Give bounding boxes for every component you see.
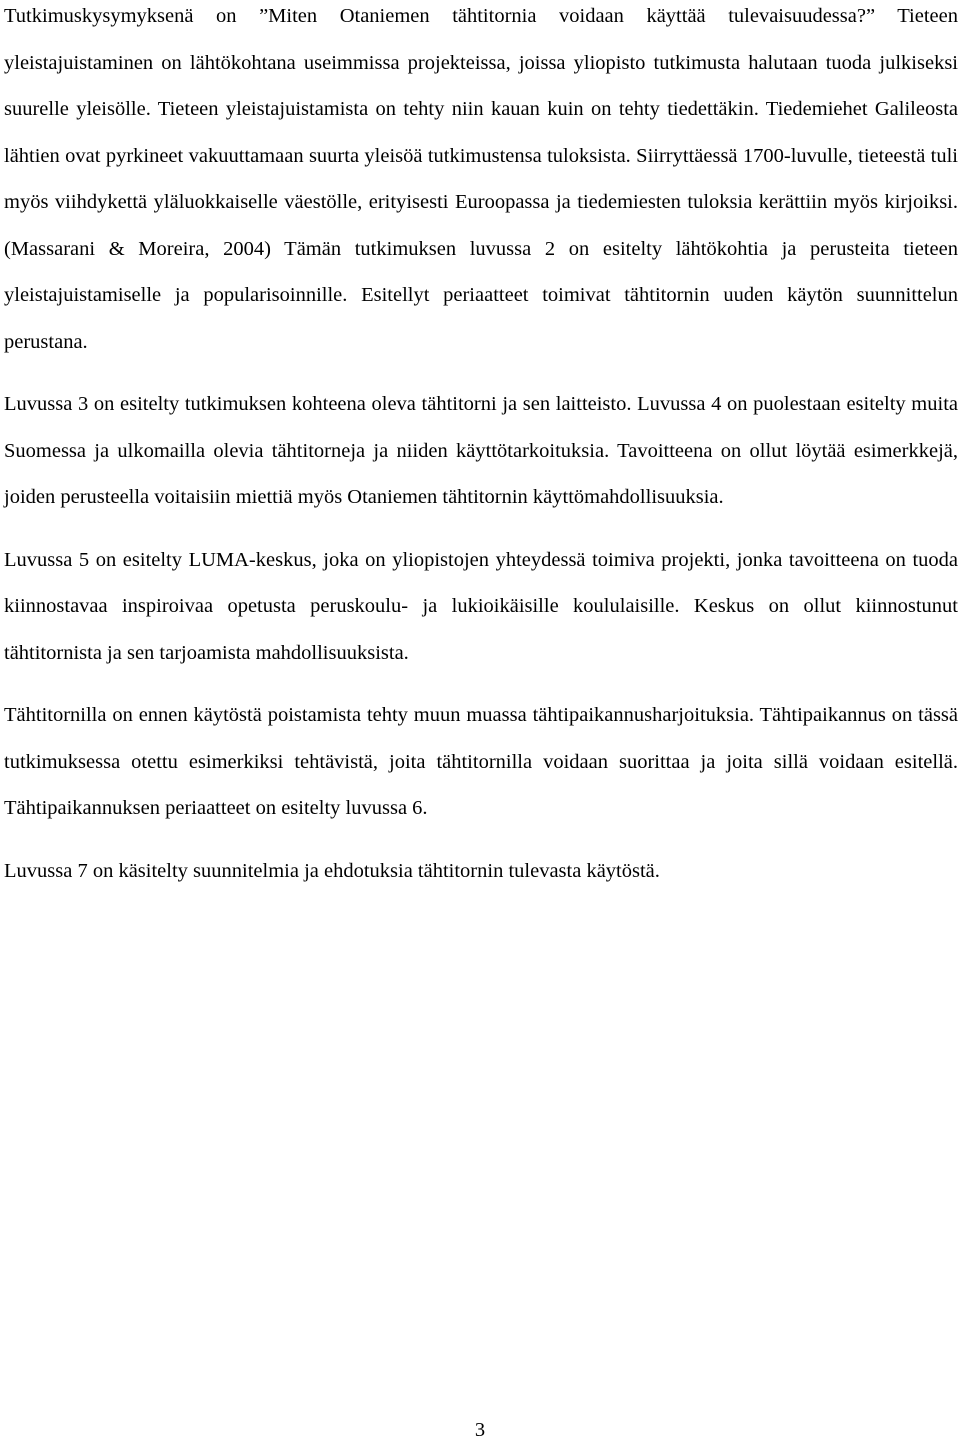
- paragraph-chapter-3-4: Luvussa 3 on esitelty tutkimuksen kohteena oleva tähtitorni ja sen laitteisto. Luvussa 4 on puolestaan esitelty muita Suomessa ja ulkomailla olevia tähtitorneja ja niiden käyttötarkoituksia. Tavoitteena on ollut löytää esimerkkejä, joiden perusteella voitaisiin miettiä myös Otaniemen tähtitornin käyttömahdollisuuksia.: [4, 393, 958, 508]
- paragraph-introduction: Tutkimuskysymyksenä on ”Miten Otaniemen tähtitornia voidaan käyttää tulevaisuudessa?” Tieteen yleistajuistaminen on lähtökohtana useimmissa projekteissa, joissa yliopisto tutkimusta halutaan tuoda julkiseksi suurelle yleisölle. Tieteen yleistajuistamista on tehty niin kauan kuin on tehty tiedettäkin. Tiedemiehet Galileosta lähtien ovat pyrkineet vakuuttamaan suurta yleisöä tutkimustensa tuloksista. Siirryttäessä 1700-luvulle, tieteestä tuli myös viihdykettä yläluokkaiselle väestölle, erityisesti Euroopassa ja tiedemiesten tuloksia kerättiin myös kirjoiksi. (Massarani & Moreira, 2004) Tämän tutkimuksen luvussa 2 on esitelty lähtökohtia ja perusteita tieteen yleistajuistamiselle ja popularisoinnille. Esitellyt periaatteet toimivat tähtitornin uuden käytön suunnittelun perustana.: [4, 5, 958, 353]
- document-page: [4, 0, 958, 894]
- page-number: 3: [474, 1419, 486, 1441]
- paragraph-chapter-7: Luvussa 7 on käsitelty suunnitelmia ja ehdotuksia tähtitornin tulevasta käytöstä.: [4, 859, 660, 882]
- paragraph-chapter-5: Luvussa 5 on esitelty LUMA-keskus, joka on yliopistojen yhteydessä toimiva projekti, jonka tavoitteena on tuoda kiinnostavaa inspiroivaa opetusta peruskoulu- ja lukioikäisille koululaisille. Keskus on ollut kiinnostunut tähtitornista ja sen tarjoamista mahdollisuuksista.: [4, 548, 958, 664]
- paragraph-chapter-6: Tähtitornilla on ennen käytöstä poistamista tehty muun muassa tähtipaikannusharjoituksia. Tähtipaikannus on tässä tutkimuksessa otettu esimerkiksi tehtävistä, joita tähtitornilla voidaan suorittaa ja joita sillä voidaan esitellä. Tähtipaikannuksen periaatteet on esitelty luvussa 6.: [4, 704, 958, 819]
